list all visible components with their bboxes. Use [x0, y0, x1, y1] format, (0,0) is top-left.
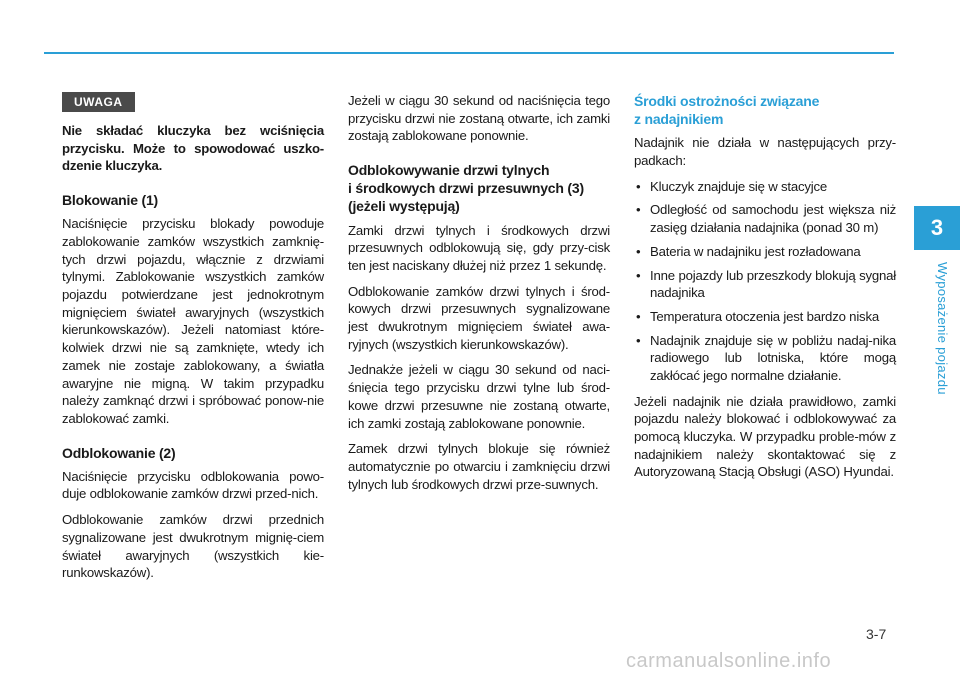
list-item-text: Temperatura otoczenia jest bardzo niska — [650, 308, 879, 324]
relock-text: Jeżeli w ciągu 30 sekund od naciśnięcia tego przycisku drzwi nie zostaną otwarte, ich zamki zostają zablokowane ponownie. — [348, 93, 610, 144]
column-left — [62, 92, 324, 590]
bullet-icon: • — [636, 332, 641, 348]
rear-doors-heading — [348, 161, 610, 216]
list-item-text: Nadajnik znajduje się w pobliżu nadaj-nika radiowego lub lotniska, które mogą zakłócać jego normalne działanie. — [650, 332, 896, 383]
unlock-text-2: Odblokowanie zamków drzwi przednich sygnalizowane jest dwukrotnym mignię-ciem świateł awaryjnych (wszystkich kie-runkowskazów). — [62, 512, 324, 581]
bullet-icon: • — [636, 202, 641, 218]
lock-heading: Blokowanie (1) — [62, 192, 158, 209]
list-item — [634, 178, 896, 196]
precautions-outro: Jeżeli nadajnik nie działa prawidłowo, zamki pojazdu należy blokować i odblokowywać za pomocą kluczyka. W przypadku proble-mów z nadajnikiem należy skontaktować się z Autoryzowaną Stacją Obsługi (ASO) Hyundai. — [634, 393, 896, 480]
rear-doors-heading-line3: (jeżeli występują) — [348, 198, 460, 215]
column-middle — [348, 92, 610, 501]
rear-doors-heading-line2: i środkowych drzwi przesuwnych (3) — [348, 180, 584, 197]
list-item-text: Bateria w nadajniku jest rozładowana — [650, 243, 861, 259]
list-item — [634, 201, 896, 236]
precautions-heading-line1: Środki ostrożności związane — [634, 93, 820, 109]
rear-doors-text-3: Jednakże jeżeli w ciągu 30 sekund od naci-śnięcia tego przycisku drzwi tylne lub środ-kowe drzwi przesuwne nie zostaną otwarte, ich zamki zostają zablokowane ponownie. — [348, 362, 610, 431]
rear-doors-heading-line1: Odblokowywanie drzwi tylnych — [348, 162, 550, 179]
chapter-title: Wyposażenie pojazdu — [935, 262, 950, 395]
list-item — [634, 332, 896, 385]
lock-text: Naciśnięcie przycisku blokady powoduje zablokowanie zamków wszystkich zamknię-tych drzwi pojazdu, włącznie z drzwiami tylnymi. Zablokowanie wszystkich zamków pojazdu potwierdzane jest jednokrotnym mignięciem świateł awaryjnych (wszystkich kierunkowskazów). Jeżeli natomiast które-kolwiek drzwi nie są zamknięte, wtedy ich zamek nie zostaje zablokowany, a światła awaryjne nie migną. W takim przypadku należy zamknąć drzwi i spróbować ponow-nie zablokować zamki. — [62, 216, 324, 426]
list-item-text: Odległość od samochodu jest większa niż zasięg działania nadajnika (ponad 30 m) — [650, 202, 896, 236]
list-item-text: Kluczyk znajduje się w stacyjce — [650, 178, 828, 194]
precautions-intro: Nadajnik nie działa w następujących przy-padkach: — [634, 135, 896, 169]
list-item — [634, 243, 896, 261]
page-number: 3-7 — [866, 626, 887, 642]
column-right — [634, 92, 896, 489]
bullet-icon: • — [636, 267, 641, 283]
warning-text: Nie składać kluczyka bez wciśnięcia przycisku. Może to spowodować uszko-dzenie kluczyka. — [62, 123, 324, 174]
watermark: carmanualsonline.info — [626, 650, 832, 672]
rear-doors-text-2: Odblokowanie zamków drzwi tylnych i środ-kowych drzwi przesuwnych sygnalizowane jest dwukrotnym mignięciem świateł awa-ryjnych (wszystkich kierunkowskazów). — [348, 283, 610, 352]
rear-doors-text-1: Zamki drzwi tylnych i środkowych drzwi przesuwnych odblokowują się, gdy przy-cisk ten jest naciskany dłużej niż przez 1 sekundę. — [348, 222, 610, 273]
bullet-icon: • — [636, 178, 641, 194]
bullet-icon: • — [636, 243, 641, 259]
warning-badge: UWAGA — [62, 92, 135, 112]
list-item-text: Inne pojazdy lub przeszkody blokują sygnał nadajnika — [650, 267, 896, 301]
precautions-heading — [634, 92, 896, 128]
precautions-heading-line2: z nadajnikiem — [634, 111, 724, 128]
unlock-heading: Odblokowanie (2) — [62, 444, 176, 461]
unlock-text-1: Naciśnięcie przycisku odblokowania powo-duje odblokowanie zamków drzwi przed-nich. — [62, 468, 324, 502]
chapter-number-tab: 3 — [914, 206, 960, 250]
list-item — [634, 308, 896, 326]
precautions-list — [634, 178, 896, 385]
bullet-icon: • — [636, 308, 641, 324]
list-item — [634, 267, 896, 302]
top-rule — [44, 52, 894, 54]
rear-doors-text-4: Zamek drzwi tylnych blokuje się również automatycznie po otwarciu i zamknięciu drzwi tylnych lub środkowych drzwi prze-suwnych. — [348, 441, 610, 492]
